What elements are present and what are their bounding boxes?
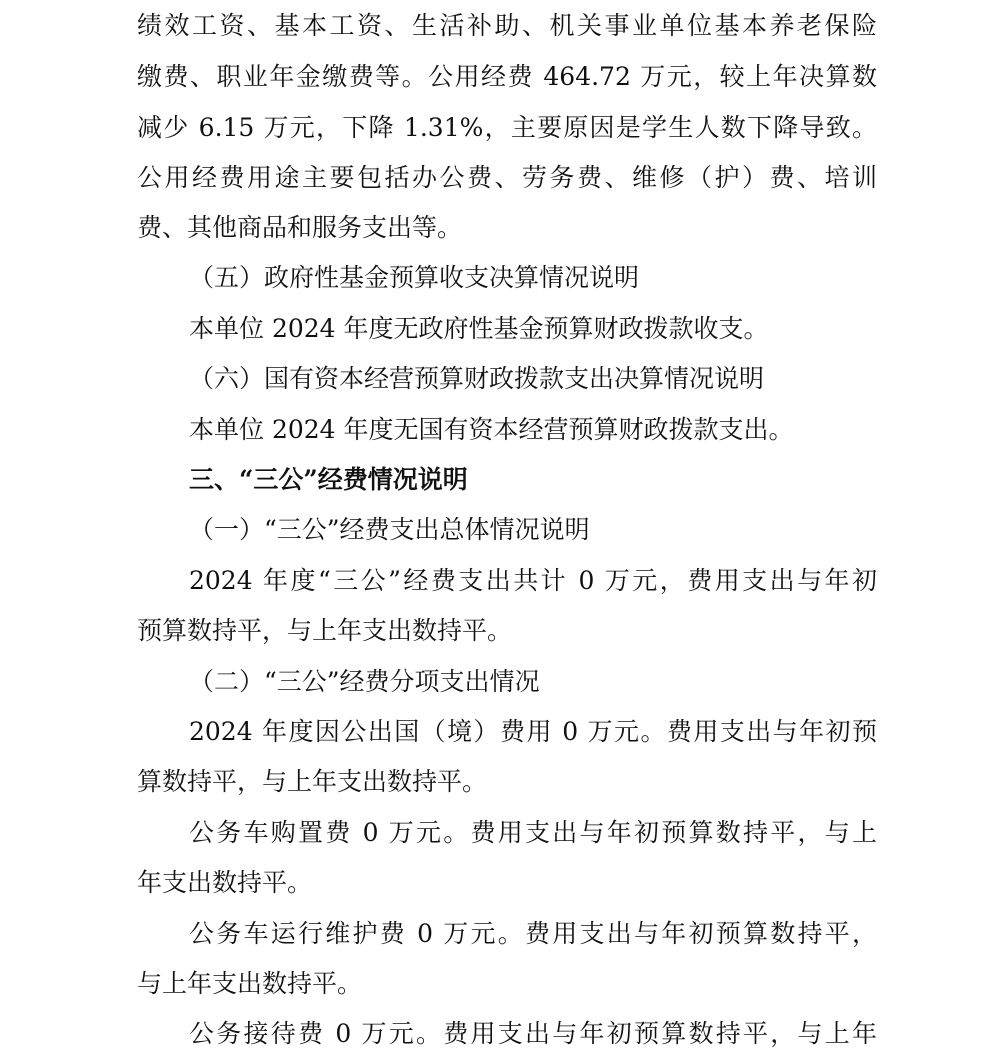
paragraph-line: 缴费、职业年金缴费等。公用经费 464.72 万元，较上年决算数 [137,62,877,91]
paragraph-line: 绩效工资、基本工资、生活补助、机关事业单位基本养老保险 [137,11,877,40]
paragraph-line: 算数持平，与上年支出数持平。 [137,767,488,796]
chapter-heading-3: 三、“三公”经费情况说明 [189,465,468,494]
paragraph-line: 费、其他商品和服务支出等。 [137,213,463,242]
section-heading-5: （五）政府性基金预算收支决算情况说明 [189,263,640,292]
paragraph-line: 公用经费用途主要包括办公费、劳务费、维修（护）费、培训 [137,163,877,192]
paragraph-line: 公务接待费 0 万元。费用支出与年初预算数持平，与上年 [189,1019,877,1048]
paragraph-line: 预算数持平，与上年支出数持平。 [137,616,513,645]
paragraph-line: 2024 年度因公出国（境）费用 0 万元。费用支出与年初预 [189,717,877,746]
paragraph-line: 年支出数持平。 [137,868,313,897]
paragraph-line: 公务车运行维护费 0 万元。费用支出与年初预算数持平， [189,919,877,948]
paragraph-line: 与上年支出数持平。 [137,969,363,998]
paragraph-line: 2024 年度“三公”经费支出共计 0 万元，费用支出与年初 [189,566,877,595]
paragraph-line: 公务车购置费 0 万元。费用支出与年初预算数持平，与上 [189,818,877,847]
section-heading-2: （二）“三公”经费分项支出情况 [189,667,540,696]
section-heading-1: （一）“三公”经费支出总体情况说明 [189,515,590,544]
section-heading-6: （六）国有资本经营预算财政拨款支出决算情况说明 [189,364,765,393]
paragraph-line: 减少 6.15 万元，下降 1.31%，主要原因是学生人数下降导致。 [137,113,877,142]
paragraph-line: 本单位 2024 年度无国有资本经营预算财政拨款支出。 [189,415,794,444]
paragraph-line: 本单位 2024 年度无政府性基金预算财政拨款收支。 [189,314,769,343]
